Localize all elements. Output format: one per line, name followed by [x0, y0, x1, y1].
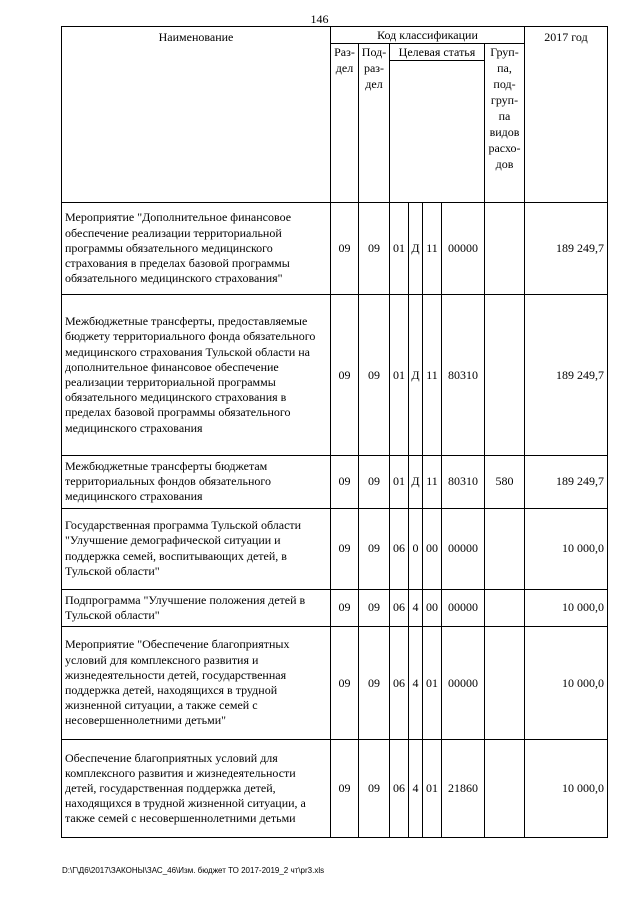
row-amount: 10 000,0 — [525, 508, 608, 589]
row-target-event: 01 — [423, 627, 442, 740]
page-number: 146 — [310, 12, 329, 26]
row-subsection: 09 — [359, 589, 390, 626]
table-row — [62, 508, 608, 589]
header-subsection: Под- раз- дел — [359, 44, 390, 203]
row-target-event: 11 — [423, 295, 442, 456]
row-target-program: 06 — [390, 589, 409, 626]
table-row — [62, 295, 608, 456]
row-section: 09 — [331, 627, 359, 740]
row-subsection: 09 — [359, 508, 390, 589]
row-target-program: 01 — [390, 295, 409, 456]
row-amount: 10 000,0 — [525, 740, 608, 838]
row-amount: 189 249,7 — [525, 295, 608, 456]
row-expense-group — [485, 203, 525, 295]
budget-table — [61, 26, 608, 838]
row-name: Государственная программа Тульской области "Улучшение демографической ситуации и поддержка семей, воспитывающих детей, в Тульской области" — [62, 508, 331, 589]
row-target-subprogram: Д — [409, 456, 423, 509]
row-name: Мероприятие "Обеспечение благоприятных условий для комплексного развития и жизнедеятельности детей, государственная поддержка детей, находящихся в трудной жизненной ситуации, а также семей с несовершеннолетними детьми" — [62, 627, 331, 740]
header-target-article-space — [390, 61, 485, 203]
row-target-subprogram: 4 — [409, 740, 423, 838]
row-name: Подпрограмма "Улучшение положения детей в Тульской области" — [62, 589, 331, 626]
header-section: Раз- дел — [331, 44, 359, 203]
row-target-direction: 21860 — [442, 740, 485, 838]
table-row — [62, 203, 608, 295]
row-section: 09 — [331, 740, 359, 838]
table-row — [62, 627, 608, 740]
row-target-event: 01 — [423, 740, 442, 838]
row-target-subprogram: Д — [409, 295, 423, 456]
row-target-program: 01 — [390, 203, 409, 295]
row-target-direction: 00000 — [442, 508, 485, 589]
table-row — [62, 456, 608, 509]
row-target-subprogram: Д — [409, 203, 423, 295]
row-section: 09 — [331, 456, 359, 509]
row-target-program: 06 — [390, 627, 409, 740]
header-name: Наименование — [62, 27, 331, 203]
row-expense-group — [485, 627, 525, 740]
row-name: Мероприятие "Дополнительное финансовое обеспечение реализации территориальной программы обязательного медицинского страхования в пределах базовой программы обязательного медицинского страхования" — [62, 203, 331, 295]
row-name: Межбюджетные трансферты, предоставляемые бюджету территориального фонда обязательного медицинского страхования Тульской области на дополнительное финансовое обеспечение реализации территориальной программы обязательного медицинского страхования в пределах базовой программы обязательного медицинского страхования — [62, 295, 331, 456]
row-target-program: 06 — [390, 740, 409, 838]
row-amount: 189 249,7 — [525, 203, 608, 295]
header-expense-group: Груп- па, под- груп- па видов расхо- дов — [485, 44, 525, 203]
row-amount: 189 249,7 — [525, 456, 608, 509]
header-year: 2017 год — [525, 27, 608, 203]
row-target-program: 01 — [390, 456, 409, 509]
file-path-footer: D:\Г\Д6\2017\ЗАКОНЫ\ЗАС_46\Изм. бюджет ТО 2017-2019_2 чт\pr3.xls — [62, 866, 325, 875]
row-amount: 10 000,0 — [525, 627, 608, 740]
row-target-direction: 00000 — [442, 589, 485, 626]
table-row — [62, 589, 608, 626]
row-target-event: 00 — [423, 589, 442, 626]
row-section: 09 — [331, 508, 359, 589]
row-target-subprogram: 4 — [409, 627, 423, 740]
row-section: 09 — [331, 203, 359, 295]
row-name: Межбюджетные трансферты бюджетам территориальных фондов обязательного медицинского страхования — [62, 456, 331, 509]
row-subsection: 09 — [359, 740, 390, 838]
row-subsection: 09 — [359, 295, 390, 456]
row-expense-group: 580 — [485, 456, 525, 509]
row-subsection: 09 — [359, 203, 390, 295]
row-expense-group — [485, 508, 525, 589]
header-target-article: Целевая статья — [390, 44, 485, 61]
header-classification-code: Код классификации — [331, 27, 525, 44]
row-target-subprogram: 4 — [409, 589, 423, 626]
row-target-event: 11 — [423, 456, 442, 509]
row-amount: 10 000,0 — [525, 589, 608, 626]
row-target-direction: 80310 — [442, 295, 485, 456]
row-subsection: 09 — [359, 456, 390, 509]
row-subsection: 09 — [359, 627, 390, 740]
row-section: 09 — [331, 295, 359, 456]
row-expense-group — [485, 589, 525, 626]
row-name: Обеспечение благоприятных условий для комплексного развития и жизнедеятельности детей, государственная поддержка детей, находящихся в трудной жизненной ситуации, а также семей с несовершеннолетними детьми — [62, 740, 331, 838]
row-target-direction: 80310 — [442, 456, 485, 509]
row-target-event: 11 — [423, 203, 442, 295]
row-target-direction: 00000 — [442, 627, 485, 740]
row-section: 09 — [331, 589, 359, 626]
row-target-program: 06 — [390, 508, 409, 589]
table-row — [62, 740, 608, 838]
header-row-top — [62, 27, 608, 44]
row-expense-group — [485, 295, 525, 456]
row-target-direction: 00000 — [442, 203, 485, 295]
row-target-event: 00 — [423, 508, 442, 589]
row-expense-group — [485, 740, 525, 838]
row-target-subprogram: 0 — [409, 508, 423, 589]
